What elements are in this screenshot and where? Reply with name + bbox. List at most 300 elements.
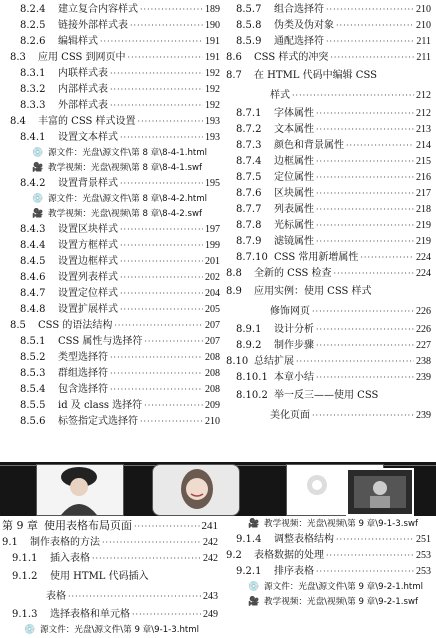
leader-dots	[134, 518, 200, 536]
section-title: 边框属性	[274, 156, 314, 167]
section-title: 定位属性	[274, 172, 314, 183]
toc-entry[interactable]	[226, 186, 431, 202]
page-number: 242	[203, 553, 218, 564]
page-number: 226	[416, 306, 431, 317]
leader-dots	[316, 564, 414, 580]
resource-path: 源文件：光盘\源文件\第 8 章\8-4-1.html	[48, 148, 208, 158]
figure-illustration	[348, 470, 412, 514]
page-number: 208	[205, 352, 220, 363]
page-number: 224	[416, 268, 431, 279]
toc-entry[interactable]	[10, 398, 220, 414]
page-number: 207	[205, 320, 220, 331]
leader-dots	[316, 154, 414, 170]
page-number: 209	[205, 400, 220, 411]
section-title-continued: 美化页面	[270, 410, 310, 421]
toc-entry[interactable]	[226, 322, 431, 338]
page-number: 253	[416, 566, 431, 577]
resource-line	[10, 146, 220, 161]
section-title: 排序表格	[274, 566, 314, 577]
section-title: 文本属性	[274, 124, 314, 135]
toc-entry[interactable]	[10, 350, 220, 366]
leader-dots	[316, 234, 414, 250]
toc-entry[interactable]	[10, 238, 220, 254]
section-number: 8.10.2	[236, 390, 268, 401]
resource-path: 教学视频：光盘\视频\第 8 章\8-4-2.swf	[48, 209, 203, 219]
toc-entry[interactable]	[2, 567, 218, 587]
section-number: 8.4.2	[20, 178, 46, 189]
resource-line	[226, 595, 431, 610]
page-number: 211	[416, 36, 431, 47]
leader-dots	[140, 2, 203, 18]
section-number: 8.4.7	[20, 288, 46, 299]
section-title: CSS 样式的冲突	[254, 52, 329, 63]
leader-dots	[316, 122, 414, 138]
section-title: 调整表格结构	[274, 534, 334, 545]
toc-entry[interactable]	[10, 254, 220, 270]
section-number: 8.4.5	[20, 256, 46, 267]
toc-entry[interactable]	[226, 234, 431, 250]
leader-dots	[110, 366, 203, 382]
leader-dots	[144, 334, 203, 350]
banner-photo-woman-hat	[36, 464, 124, 516]
toc-entry[interactable]	[10, 50, 220, 66]
section-title: 外部样式表	[58, 100, 108, 111]
toc-entry[interactable]	[10, 302, 220, 318]
section-title: 伪类及伪对象	[274, 20, 334, 31]
page-number: 190	[205, 20, 220, 31]
page-number: 219	[416, 236, 431, 247]
section-title: 链接外部样式表	[58, 20, 128, 31]
cd-disc-icon: 💿	[32, 194, 44, 204]
section-title: CSS 属性与选择符	[58, 336, 143, 347]
page-number: 212	[416, 108, 431, 119]
toc-entry[interactable]	[2, 607, 218, 623]
section-title: CSS 常用新增属性	[274, 252, 359, 263]
section-number: 8.4.6	[20, 272, 46, 283]
chapter-banner	[0, 462, 436, 516]
section-title: 本章小结	[274, 372, 314, 383]
section-title: 总结扩展	[254, 356, 294, 367]
page-number: 249	[203, 609, 218, 620]
toc-column-right-bottom	[226, 517, 431, 610]
cd-disc-icon: 💿	[248, 582, 260, 592]
page-number: 242	[203, 537, 218, 548]
section-number: 8.5.7	[236, 4, 262, 15]
video-camera-icon: 🎥	[32, 209, 44, 219]
section-title: 内联样式表	[58, 68, 108, 79]
section-title: id 及 class 选择符	[58, 400, 143, 411]
leader-dots	[326, 2, 414, 18]
section-number: 8.7.10	[236, 252, 268, 263]
leader-dots	[120, 286, 203, 302]
banner-photo-woman-smile	[152, 464, 240, 516]
section-number: 8.4.3	[20, 224, 46, 235]
resource-line	[10, 192, 220, 207]
toc-entry[interactable]	[226, 138, 431, 154]
section-number: 8.9.1	[236, 324, 262, 335]
section-number: 8.10.1	[236, 372, 268, 383]
section-title: 使用表格布局页面	[44, 519, 132, 532]
section-number: 8.3.2	[20, 84, 46, 95]
section-number: 8.3.3	[20, 100, 46, 111]
section-title: 设置文本样式	[58, 132, 118, 143]
toc-entry[interactable]	[226, 370, 431, 386]
section-title: 字体属性	[274, 108, 314, 119]
leader-dots	[110, 382, 203, 398]
leader-dots	[360, 250, 414, 266]
leader-dots	[110, 82, 203, 98]
toc-entry[interactable]	[10, 18, 220, 34]
leader-dots	[110, 98, 203, 114]
toc-entry[interactable]	[10, 382, 220, 398]
page-number: 208	[205, 368, 220, 379]
woman-smile-illustration	[153, 465, 239, 515]
cd-disc-icon: 💿	[24, 625, 36, 635]
leader-dots	[140, 414, 203, 430]
toc-entry[interactable]	[2, 535, 218, 551]
section-title: 滤镜属性	[274, 236, 314, 247]
section-title: CSS 的语法结构	[38, 320, 113, 331]
section-number: 8.4	[10, 116, 26, 127]
toc-entry[interactable]	[10, 66, 220, 82]
resource-line	[226, 517, 431, 532]
page-number: 193	[205, 132, 220, 143]
section-number: 8.9	[226, 286, 242, 297]
section-number: 8.4.1	[20, 132, 46, 143]
section-title-continued: 表格	[46, 591, 66, 602]
toc-column-left-top	[10, 2, 220, 430]
toc-entry-continuation[interactable]	[226, 86, 431, 106]
toc-entry[interactable]	[226, 218, 431, 234]
section-title: 列表属性	[274, 204, 314, 215]
section-number: 8.5.3	[20, 368, 46, 379]
section-title: 设计分析	[274, 324, 314, 335]
section-title: 选择表格和单元格	[50, 609, 130, 620]
leader-dots	[336, 18, 414, 34]
leader-dots	[114, 318, 203, 334]
section-title-continued: 修饰网页	[270, 306, 310, 317]
section-title: 设置区块样式	[58, 224, 118, 235]
leader-dots	[100, 34, 203, 50]
section-number: 8.7.7	[236, 204, 262, 215]
page-number: 207	[205, 336, 220, 347]
leader-dots	[316, 186, 414, 202]
toc-entry[interactable]	[10, 286, 220, 302]
leader-dots	[120, 270, 203, 286]
toc-entry-continuation[interactable]	[226, 302, 431, 322]
resource-path: 教学视频：光盘\视频\第 9 章\9-2-1.swf	[264, 597, 419, 607]
section-number: 第 9 章	[2, 519, 38, 532]
leader-dots	[120, 254, 203, 270]
section-title: 设置边框样式	[58, 256, 118, 267]
section-number: 8.7.4	[236, 156, 262, 167]
toc-entry[interactable]	[10, 130, 220, 146]
toc-entry[interactable]	[10, 114, 220, 130]
section-number: 8.7.2	[236, 124, 262, 135]
resource-line	[10, 161, 220, 176]
page-number: 215	[416, 156, 431, 167]
section-number: 8.5.4	[20, 384, 46, 395]
page-number: 217	[416, 188, 431, 199]
leader-dots	[316, 106, 414, 122]
toc-entry[interactable]	[226, 532, 431, 548]
toc-entry[interactable]	[226, 338, 431, 354]
toc-entry[interactable]	[226, 354, 431, 370]
page-number: 212	[416, 90, 431, 101]
section-title: 类型选择符	[58, 352, 108, 363]
section-title: 设置方框样式	[58, 240, 118, 251]
page-number: 202	[205, 272, 220, 283]
section-title: 全新的 CSS 检查	[254, 268, 332, 279]
leader-dots	[334, 266, 414, 282]
toc-entry[interactable]	[226, 106, 431, 122]
video-camera-icon: 🎥	[248, 597, 260, 607]
page-number: 201	[205, 256, 220, 267]
page-number: 218	[416, 204, 431, 215]
page-number: 191	[205, 52, 220, 63]
leader-dots	[326, 34, 414, 50]
leader-dots	[120, 222, 203, 238]
toc-chapter-entry[interactable]	[2, 517, 218, 535]
toc-column-right-top	[226, 2, 431, 426]
section-number: 8.5.6	[20, 416, 46, 427]
section-title: 组合选择符	[274, 4, 324, 15]
section-number: 8.10	[226, 356, 249, 367]
leader-dots	[110, 350, 203, 366]
toc-entry[interactable]	[226, 154, 431, 170]
leader-dots	[296, 354, 414, 370]
section-number: 9.1	[2, 537, 18, 548]
section-number: 9.2.1	[236, 566, 262, 577]
section-title: 设置背景样式	[58, 178, 118, 189]
page-number: 205	[205, 304, 220, 315]
leader-dots	[92, 551, 201, 567]
page-number: 213	[416, 124, 431, 135]
section-number: 8.6	[226, 52, 242, 63]
page-number: 211	[416, 52, 431, 63]
section-number: 8.5.5	[20, 400, 46, 411]
woman-hat-illustration	[37, 465, 123, 515]
page-number: 251	[416, 534, 431, 545]
section-number: 8.9.2	[236, 340, 262, 351]
toc-entry[interactable]	[10, 176, 220, 192]
leader-dots	[316, 370, 414, 386]
toc-entry[interactable]	[226, 170, 431, 186]
resource-path: 源文件：光盘\源文件\第 9 章\9-2-1.html	[264, 582, 424, 592]
section-number: 8.7.3	[236, 140, 262, 151]
section-number: 8.7.5	[236, 172, 262, 183]
section-number: 8.5.2	[20, 352, 46, 363]
resource-path: 源文件：光盘\源文件\第 8 章\8-4-2.html	[48, 194, 208, 204]
toc-entry[interactable]	[10, 414, 220, 430]
page-number: 238	[416, 356, 431, 367]
leader-dots	[120, 176, 203, 192]
section-number: 8.7.8	[236, 220, 262, 231]
toc-entry[interactable]	[10, 82, 220, 98]
toc-entry[interactable]	[226, 548, 431, 564]
resource-path: 教学视频：光盘\视频\第 9 章\9-1-3.swf	[264, 519, 419, 529]
section-title: 插入表格	[50, 553, 90, 564]
page-number: 243	[203, 591, 218, 602]
page-number: 210	[416, 4, 431, 15]
toc-entry[interactable]	[2, 551, 218, 567]
leader-dots	[144, 398, 203, 414]
section-title: 使用 HTML 代码插入	[50, 571, 149, 582]
section-title: 内部样式表	[58, 84, 108, 95]
toc-entry[interactable]	[226, 18, 431, 34]
toc-entry-continuation[interactable]	[2, 587, 218, 607]
toc-entry[interactable]	[10, 2, 220, 18]
leader-dots	[68, 587, 201, 607]
toc-entry[interactable]	[10, 222, 220, 238]
toc-entry[interactable]	[226, 2, 431, 18]
section-title: 设置列表样式	[58, 272, 118, 283]
section-number: 8.3.1	[20, 68, 46, 79]
toc-entry[interactable]	[10, 318, 220, 334]
toc-entry[interactable]	[226, 386, 431, 406]
leader-dots	[316, 202, 414, 218]
page-number: 224	[416, 252, 431, 263]
leader-dots	[346, 138, 414, 154]
leader-dots	[128, 50, 203, 66]
section-number: 8.8	[226, 268, 242, 279]
section-title-continued: 样式	[270, 90, 290, 101]
page-number: 219	[416, 220, 431, 231]
page-number: 189	[205, 4, 220, 15]
page-number: 192	[205, 84, 220, 95]
page-number: 241	[201, 520, 218, 532]
page-number: 227	[416, 340, 431, 351]
leader-dots	[120, 130, 203, 146]
section-number: 8.5	[10, 320, 26, 331]
resource-line	[10, 207, 220, 222]
section-title: 通配选择符	[274, 36, 324, 47]
page-number: 239	[416, 372, 431, 383]
toc-entry[interactable]	[10, 98, 220, 114]
section-title: 建立复合内容样式	[58, 4, 138, 15]
section-number: 9.1.3	[12, 609, 38, 620]
section-number: 8.5.9	[236, 36, 262, 47]
leader-dots	[330, 50, 414, 66]
section-title: 表格数据的处理	[254, 550, 324, 561]
page-number: 214	[416, 140, 431, 151]
banner-photo-figure	[346, 468, 414, 516]
toc-entry[interactable]	[226, 202, 431, 218]
resource-path: 源文件：光盘\源文件\第 9 章\9-1-3.html	[40, 625, 200, 635]
section-number: 8.7.9	[236, 236, 262, 247]
toc-entry[interactable]	[226, 66, 431, 86]
leader-dots	[336, 532, 414, 548]
section-title: 颜色和背景属性	[274, 140, 344, 151]
video-camera-icon: 🎥	[32, 163, 44, 173]
section-number: 8.7	[226, 70, 242, 81]
leader-dots	[102, 535, 201, 551]
section-number: 8.4.8	[20, 304, 46, 315]
section-number: 8.2.5	[20, 20, 46, 31]
toc-entry[interactable]	[10, 366, 220, 382]
leader-dots	[138, 114, 203, 130]
section-number: 8.5.8	[236, 20, 262, 31]
section-title: 群组选择符	[58, 368, 108, 379]
toc-entry[interactable]	[226, 564, 431, 580]
section-number: 8.7.6	[236, 188, 262, 199]
section-title: 编辑样式	[58, 36, 98, 47]
toc-entry[interactable]	[226, 282, 431, 302]
toc-entry[interactable]	[226, 250, 431, 266]
leader-dots	[292, 86, 414, 106]
section-title: 光标属性	[274, 220, 314, 231]
section-number: 9.1.4	[236, 534, 262, 545]
toc-entry-continuation[interactable]	[226, 406, 431, 426]
section-title: 标签指定式选择符	[58, 416, 138, 427]
leader-dots	[316, 170, 414, 186]
section-number: 8.4.4	[20, 240, 46, 251]
page-number: 192	[205, 100, 220, 111]
leader-dots	[110, 66, 203, 82]
page-number: 210	[205, 416, 220, 427]
toc-entry[interactable]	[226, 50, 431, 66]
page-number: 226	[416, 324, 431, 335]
toc-entry[interactable]	[10, 270, 220, 286]
section-number: 9.1.2	[12, 571, 38, 582]
toc-entry[interactable]	[226, 122, 431, 138]
page-number: 199	[205, 240, 220, 251]
cd-disc-icon: 💿	[32, 148, 44, 158]
section-title: 在 HTML 代码中编辑 CSS	[254, 70, 377, 81]
section-title: 设置扩展样式	[58, 304, 118, 315]
section-title: 包含选择符	[58, 384, 108, 395]
resource-line	[226, 580, 431, 595]
page-number: 195	[205, 178, 220, 189]
toc-column-left-bottom	[2, 517, 218, 638]
leader-dots	[132, 607, 201, 623]
page-number: 191	[205, 36, 220, 47]
leader-dots	[316, 218, 414, 234]
page-number: 192	[205, 68, 220, 79]
page-number: 239	[416, 410, 431, 421]
leader-dots	[120, 238, 203, 254]
leader-dots	[312, 406, 414, 426]
section-number: 8.2.6	[20, 36, 46, 47]
section-number: 8.5.1	[20, 336, 46, 347]
section-number: 9.2	[226, 550, 242, 561]
page-number: 204	[205, 288, 220, 299]
toc-entry[interactable]	[10, 34, 220, 50]
page-number: 210	[416, 20, 431, 31]
page-number: 253	[416, 550, 431, 561]
leader-dots	[130, 18, 203, 34]
video-camera-icon: 🎥	[248, 519, 260, 529]
page-number: 208	[205, 384, 220, 395]
section-number: 8.3	[10, 52, 26, 63]
section-title: 制作表格的方法	[30, 537, 100, 548]
section-number: 8.2.4	[20, 4, 46, 15]
section-title: 举一反三——使用 CSS	[274, 390, 379, 401]
toc-entry[interactable]	[226, 266, 431, 282]
leader-dots	[316, 338, 414, 354]
section-number: 9.1.1	[12, 553, 38, 564]
section-number: 8.7.1	[236, 108, 262, 119]
page-number: 216	[416, 172, 431, 183]
leader-dots	[316, 322, 414, 338]
leader-dots	[120, 302, 203, 318]
toc-entry[interactable]	[226, 34, 431, 50]
toc-entry[interactable]	[10, 334, 220, 350]
leader-dots	[326, 548, 414, 564]
section-title: 应用实例：使用 CSS 样式	[254, 286, 372, 297]
section-title: 区块属性	[274, 188, 314, 199]
page-number: 193	[205, 116, 220, 127]
